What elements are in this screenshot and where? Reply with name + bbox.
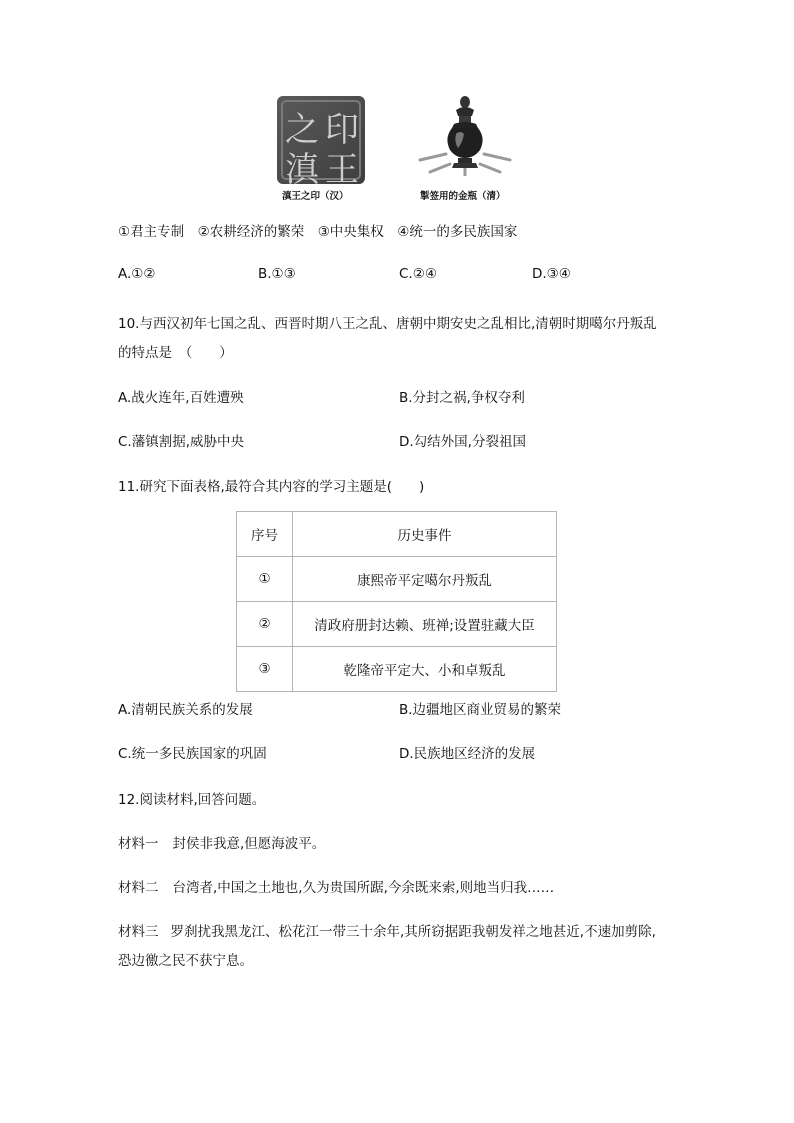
material-1 xyxy=(118,832,325,852)
q10-option-a: A.战火连年,百姓遭殃 xyxy=(118,390,244,406)
table-cell-index: ② xyxy=(237,602,293,647)
q9-option-c: C.②④ xyxy=(399,266,437,282)
q10-stem-line2: 的特点是 （ ） xyxy=(118,345,233,361)
seal-char-tl: 之 xyxy=(285,110,319,150)
table-cell-index: ① xyxy=(237,557,293,602)
q11-stem: 11.研究下面表格,最符合其内容的学习主题是( ) xyxy=(118,479,425,495)
golden-urn-image xyxy=(416,94,514,176)
q9-option-a: A.①② xyxy=(118,266,156,282)
table-cell-event: 清政府册封达赖、班禅;设置驻藏大臣 xyxy=(293,602,557,647)
q10-option-d: D.勾结外国,分裂祖国 xyxy=(399,434,526,450)
q12-stem: 12.阅读材料,回答问题。 xyxy=(118,792,266,808)
q11-option-b: B.边疆地区商业贸易的繁荣 xyxy=(399,702,562,718)
golden-urn-caption: 掣签用的金瓶（清） xyxy=(420,191,506,202)
q9-option-d: D.③④ xyxy=(532,266,571,282)
table-row xyxy=(237,647,557,692)
q11-option-d: D.民族地区经济的发展 xyxy=(399,746,536,762)
material-label: 材料一 xyxy=(118,836,159,852)
table-cell-event: 乾隆帝平定大、小和卓叛乱 xyxy=(293,647,557,692)
seal-caption: 滇王之印（汉） xyxy=(282,191,349,202)
table-cell-event: 康熙帝平定噶尔丹叛乱 xyxy=(293,557,557,602)
q9-statement: ①君主专制 ②农耕经济的繁荣 ③中央集权 ④统一的多民族国家 xyxy=(118,224,518,240)
table-header-event: 历史事件 xyxy=(293,512,557,557)
q9-option-b: B.①③ xyxy=(258,266,296,282)
material-label: 材料二 xyxy=(118,880,159,896)
material-3 xyxy=(118,920,656,940)
material-label: 材料三 xyxy=(118,924,159,940)
material-3-continuation: 恐边徼之民不获宁息。 xyxy=(118,953,253,969)
history-events-table xyxy=(236,511,557,692)
table-row xyxy=(237,602,557,647)
q11-option-a: A.清朝民族关系的发展 xyxy=(118,702,253,718)
seal-char-br: 王 xyxy=(325,150,359,190)
material-text: 封侯非我意,但愿海波平。 xyxy=(172,836,326,852)
q11-option-c: C.统一多民族国家的巩固 xyxy=(118,746,267,762)
table-header-index: 序号 xyxy=(237,512,293,557)
table-header-row xyxy=(237,512,557,557)
table-cell-index: ③ xyxy=(237,647,293,692)
table-row xyxy=(237,557,557,602)
material-text: 台湾者,中国之土地也,久为贵国所踞,今余既来索,则地当归我…… xyxy=(172,880,555,896)
golden-urn-icon xyxy=(416,94,514,176)
seal-char-tr: 印 xyxy=(325,110,359,150)
q10-option-c: C.藩镇割据,威胁中央 xyxy=(118,434,245,450)
q10-option-b: B.分封之祸,争权夺利 xyxy=(399,390,525,406)
q10-stem-line1: 10.与西汉初年七国之乱、西晋时期八王之乱、唐朝中期安史之乱相比,清朝时期噶尔丹叛乱 xyxy=(118,316,657,332)
material-2 xyxy=(118,876,554,896)
seal-char-bl: 滇 xyxy=(285,150,319,190)
material-text: 罗刹扰我黑龙江、松花江一带三十余年,其所窃据距我朝发祥之地甚近,不速加剪除, xyxy=(170,924,656,940)
seal-image xyxy=(277,96,365,190)
